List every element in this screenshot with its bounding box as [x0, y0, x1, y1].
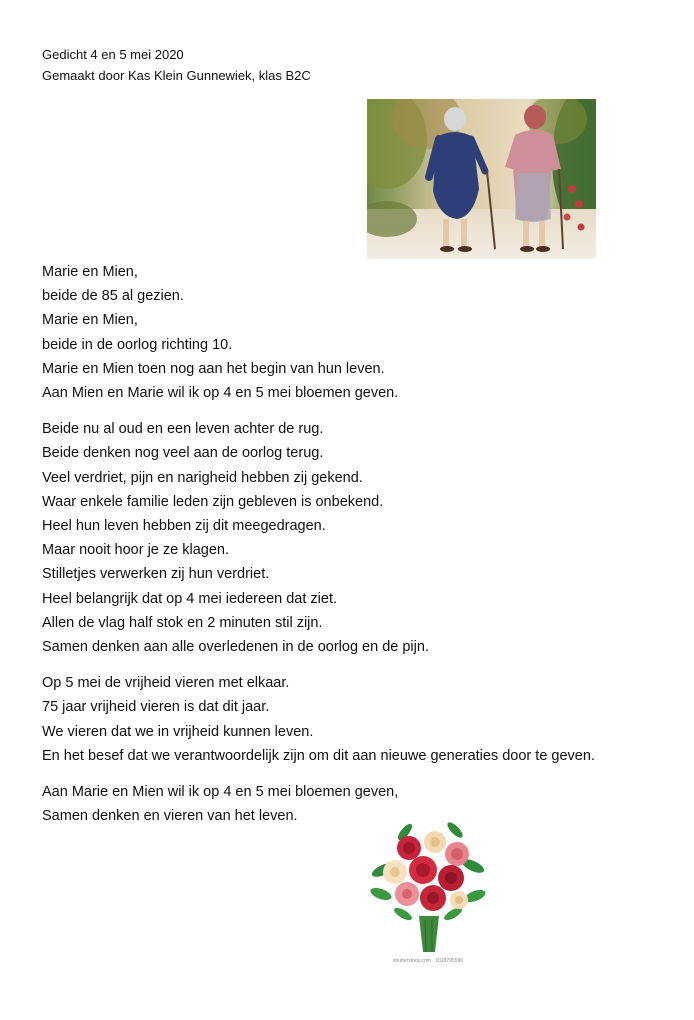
poem-stanza	[42, 417, 595, 659]
poem-line: Op 5 mei de vrijheid vieren met elkaar.	[42, 675, 290, 692]
poem-body	[42, 260, 595, 840]
poem-line: Heel hun leven hebben zij dit meegedragen.	[42, 518, 326, 535]
poem-line: Aan Mien en Marie wil ik op 4 en 5 mei bloemen geven.	[42, 385, 399, 402]
poem-author: Gemaakt door Kas Klein Gunnewiek, klas B2C	[42, 68, 311, 83]
poem-line: beide in de oorlog richting 10.	[42, 336, 233, 353]
poem-line: Marie en Mien toen nog aan het begin van hun leven.	[42, 360, 385, 377]
poem-line: Beide nu al oud en een leven achter de rug.	[42, 421, 324, 438]
poem-line: beide de 85 al gezien.	[42, 288, 184, 305]
painting-image	[367, 99, 596, 259]
bouquet-image	[369, 820, 487, 954]
document-header	[42, 44, 311, 86]
stock-credit: shutterstock.com · 1028795596	[392, 958, 464, 964]
poem-line: Stilletjes verwerken zij hun verdriet.	[42, 566, 270, 583]
poem-line: Veel verdriet, pijn en narigheid hebben zij gekend.	[42, 469, 363, 486]
poem-line: We vieren dat we in vrijheid kunnen leven.	[42, 723, 314, 740]
poem-stanza	[42, 780, 595, 828]
poem-line: Samen denken en vieren van het leven.	[42, 808, 298, 825]
poem-line: Marie en Mien,	[42, 312, 138, 329]
poem-line: Samen denken aan alle overledenen in de oorlog en de pijn.	[42, 639, 429, 656]
poem-line: Beide denken nog veel aan de oorlog terug.	[42, 445, 324, 462]
poem-line: En het besef dat we verantwoordelijk zijn om dit aan nieuwe generaties door te geven.	[42, 747, 595, 764]
poem-line: Allen de vlag half stok en 2 minuten stil zijn.	[42, 614, 323, 631]
poem-line: Waar enkele familie leden zijn gebleven is onbekend.	[42, 493, 384, 510]
poem-line: 75 jaar vrijheid vieren is dat dit jaar.	[42, 699, 270, 716]
poem-line: Aan Marie en Mien wil ik op 4 en 5 mei bloemen geven,	[42, 784, 399, 801]
poem-line: Marie en Mien,	[42, 264, 138, 280]
poem-line: Heel belangrijk dat op 4 mei iedereen dat ziet.	[42, 590, 338, 607]
poem-title: Gedicht 4 en 5 mei 2020	[42, 47, 184, 62]
poem-stanza	[42, 260, 595, 405]
poem-line: Maar nooit hoor je ze klagen.	[42, 542, 229, 559]
poem-stanza	[42, 671, 595, 768]
